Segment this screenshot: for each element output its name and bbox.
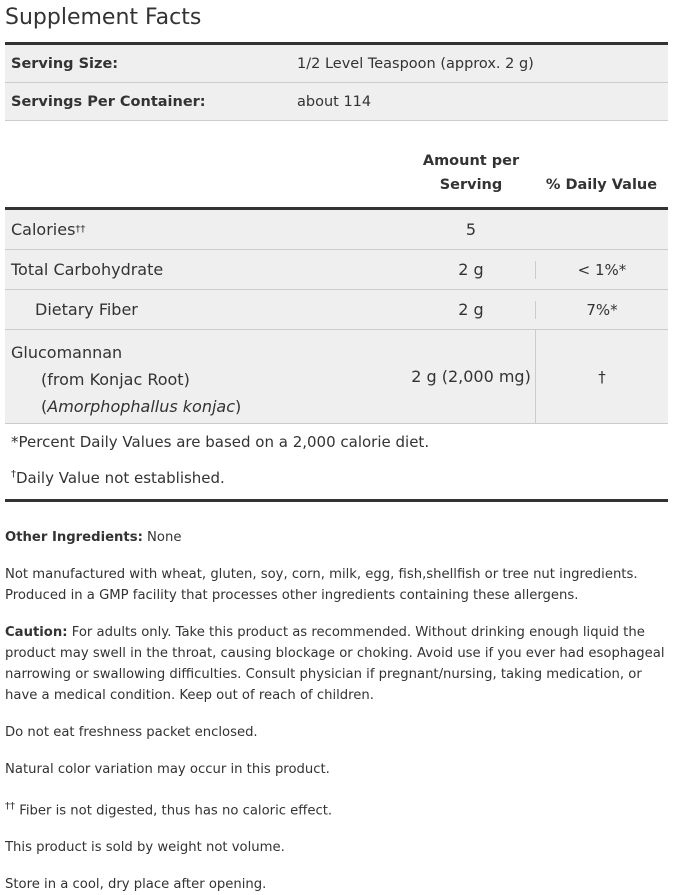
servings-per-container-value: about 114 (297, 93, 372, 110)
nutrient-amount: 5 (465, 220, 477, 239)
nutrient-amount: 2 g (458, 300, 484, 319)
page-title: Supplement Facts (5, 5, 202, 30)
table-header (5, 121, 668, 207)
nutrient-dv: † (535, 330, 668, 423)
serving-size-label: Serving Size: (11, 55, 119, 72)
daily-value-header: % Daily Value (545, 177, 658, 193)
table-footnotes (5, 424, 668, 502)
percent-footnote: *Percent Daily Values are based on a 2,000 calorie diet. (11, 433, 430, 451)
nutrient-source: (from Konjac Root) (41, 370, 190, 389)
weight-note: This product is sold by weight not volume. (5, 840, 285, 856)
servings-per-container-row (5, 83, 668, 121)
amount-per-serving-header: Amount per Serving (422, 153, 520, 193)
nutrient-amount: 2 g (2,000 mg) (411, 367, 531, 386)
nutrient-name: Dietary Fiber (35, 300, 138, 319)
product-notes (5, 502, 668, 895)
allergen-statement: Not manufactured with wheat, gluten, soy, corn, milk, egg, fish,shellfish or tree nut ingredients. Produced in a GMP facility that processes other ingredients containing these allergens. (5, 567, 638, 603)
freshness-note: Do not eat freshness packet enclosed. (5, 725, 258, 740)
table-row-fiber (5, 290, 668, 330)
serving-size-value: 1/2 Level Teaspoon (approx. 2 g) (297, 55, 534, 72)
serving-info (5, 42, 668, 121)
nutrient-table (5, 207, 668, 424)
double-dagger-mark: †† (75, 224, 86, 235)
caution-statement: Caution: For adults only. Take this product as recommended. Without drinking enough liquid the product may swell in the throat, causing blockage or choking. Avoid use if you ever had esophageal narrowing or swallowing difficulties. Consult physician if pregnant/nursing, taking medication, or have a medical condition. Keep out of reach of children. (5, 625, 665, 703)
table-row-glucomannan (5, 330, 668, 424)
nutrient-name: Glucomannan (11, 343, 123, 362)
table-row-carbohydrate (5, 250, 668, 290)
other-ingredients: Other Ingredients: None (5, 530, 182, 545)
dagger-footnote: †Daily Value not established. (11, 469, 225, 487)
nutrient-amount: 2 g (458, 260, 484, 279)
nutrient-dv: 7%* (535, 301, 668, 319)
servings-per-container-label: Servings Per Container: (11, 93, 206, 110)
fiber-note: †† Fiber is not digested, thus has no caloric effect. (5, 801, 333, 819)
nutrient-latin-name: (Amorphophallus konjac) (41, 397, 242, 416)
serving-size-row (5, 45, 668, 83)
nutrient-name: Total Carbohydrate (11, 260, 164, 279)
nutrient-dv: < 1%* (535, 261, 668, 279)
table-row-calories (5, 210, 668, 250)
color-note: Natural color variation may occur in this product. (5, 762, 330, 777)
storage-note: Store in a cool, dry place after opening. (5, 877, 267, 893)
nutrient-name: Calories (11, 220, 76, 239)
